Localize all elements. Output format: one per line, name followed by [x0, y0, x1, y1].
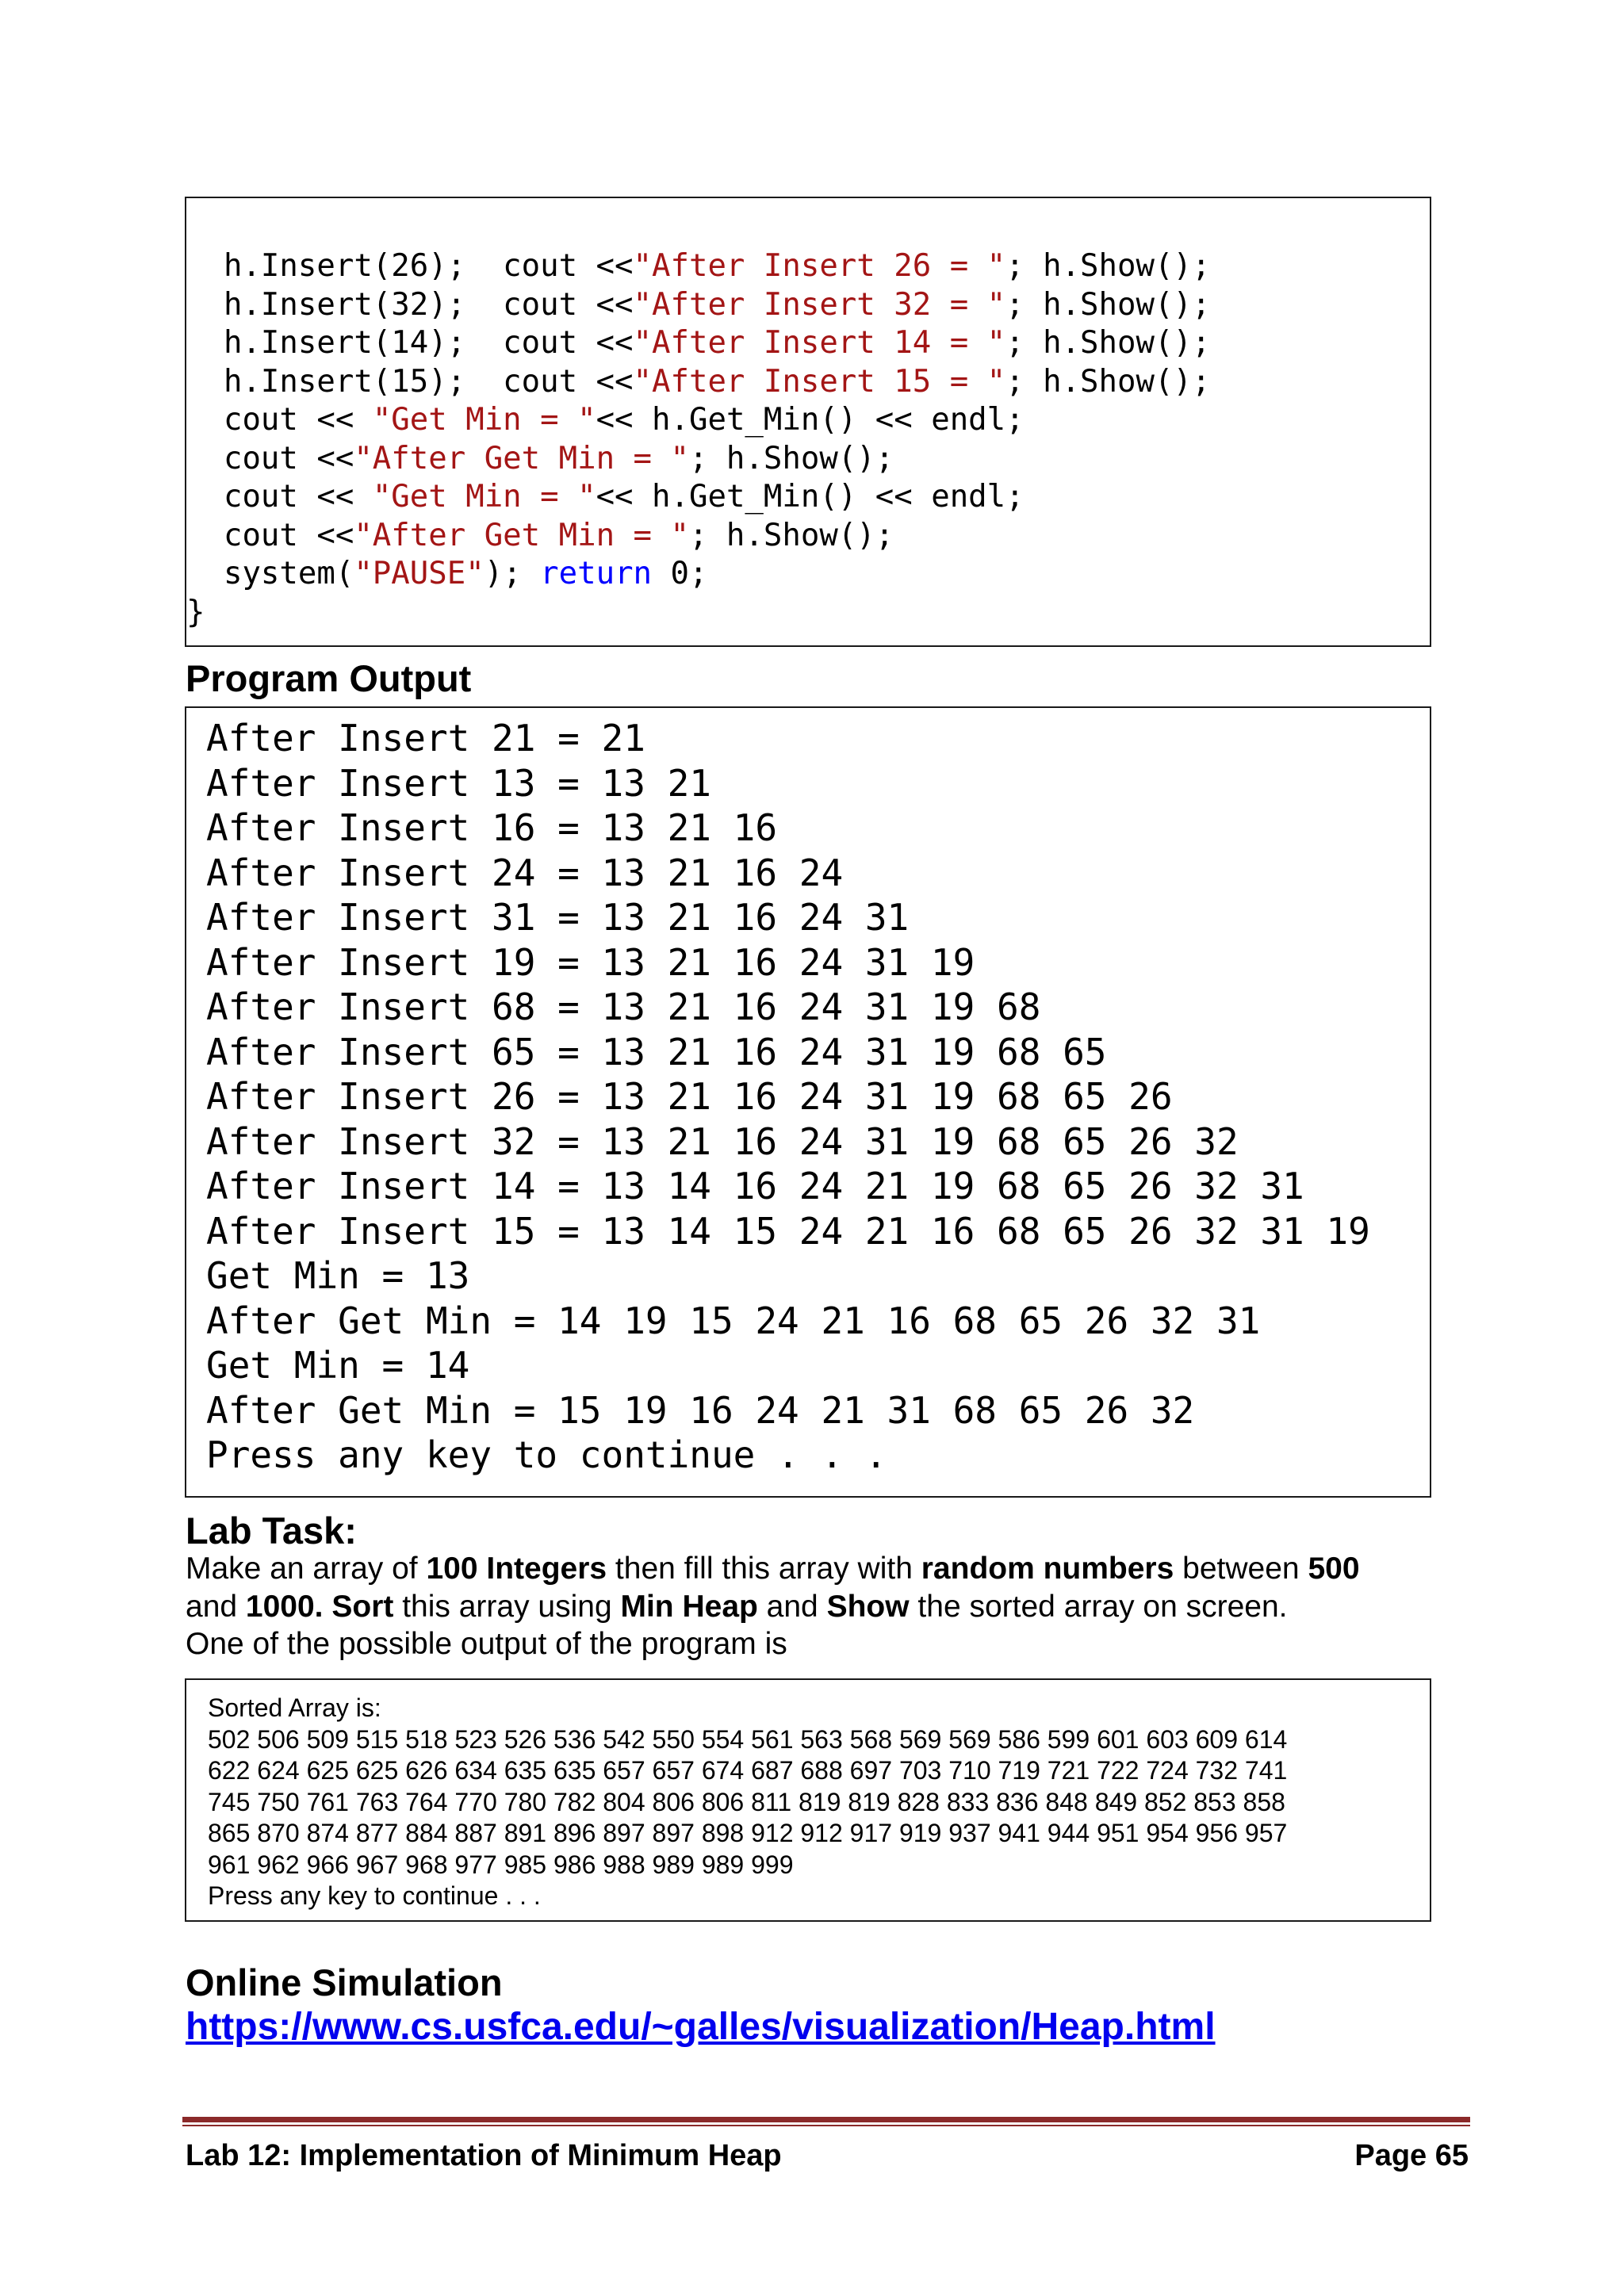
code-string: "PAUSE"	[354, 556, 485, 591]
code-text: ; h.Show();	[688, 517, 894, 553]
code-string: "Get Min = "	[372, 402, 596, 438]
sorted-output-line: 745 750 761 763 764 770 780 782 804 806 806 811 819 819 828 833 836 848 849 852 853 858	[208, 1787, 1285, 1816]
code-text: cout <<	[186, 479, 373, 515]
code-string: "After Insert 14 = "	[633, 325, 1006, 361]
lab-task-emphasis: 500	[1308, 1552, 1360, 1586]
code-line	[186, 363, 1210, 402]
lab-task-heading: Lab Task:	[186, 1510, 357, 1552]
lab-task-text: and	[186, 1589, 246, 1624]
code-text: h.Insert(26); cout <<	[186, 248, 634, 284]
code-listing-box	[185, 197, 1431, 647]
footer-page-number: Page 65	[1354, 2139, 1469, 2172]
code-text: ; h.Show();	[1005, 248, 1211, 284]
code-text: ; h.Show();	[1005, 286, 1211, 323]
output-line: After Insert 65 = 13 21 16 24 31 19 68 65	[206, 1030, 1107, 1073]
sorted-output-line: 622 624 625 625 626 634 635 635 657 657 674 687 688 697 703 710 719 721 722 724 732 741	[208, 1756, 1288, 1785]
footer-lab-title: Lab 12: Implementation of Minimum Heap	[186, 2139, 782, 2172]
code-line	[186, 594, 1210, 633]
code-string: "After Get Min = "	[354, 517, 689, 553]
code-text: << h.Get_Min() << endl;	[596, 479, 1025, 515]
code-string: "After Insert 26 = "	[633, 248, 1006, 284]
output-line: After Get Min = 14 19 15 24 21 16 68 65 26 32 31	[206, 1299, 1261, 1342]
output-line: After Insert 16 = 13 21 16	[206, 806, 778, 849]
program-output-box	[185, 706, 1431, 1498]
code-text: ; h.Show();	[688, 440, 894, 476]
code-text: h.Insert(15); cout <<	[186, 363, 634, 400]
lab-task-emphasis: Sort	[331, 1589, 394, 1624]
program-output-heading: Program Output	[186, 657, 472, 699]
code-string: "After Insert 32 = "	[633, 286, 1006, 323]
code-line	[186, 324, 1210, 363]
code-text: }	[186, 594, 205, 630]
code-text: cout <<	[186, 440, 354, 476]
lab-task-text: and	[757, 1589, 827, 1624]
code-line	[186, 517, 1210, 556]
code-text: h.Insert(32); cout <<	[186, 286, 634, 323]
lab-task-emphasis: random numbers	[921, 1552, 1174, 1586]
lab-task-emphasis: Show	[826, 1589, 910, 1624]
code-line	[186, 286, 1210, 325]
sorted-output-line: Sorted Array is:	[208, 1693, 381, 1722]
code-line	[186, 440, 1210, 479]
code-keyword: return	[540, 556, 653, 591]
code-string: "Get Min = "	[372, 479, 596, 515]
output-line: After Insert 14 = 13 14 16 24 21 19 68 65 26 32 31	[206, 1165, 1304, 1207]
output-line: Press any key to continue . . .	[206, 1433, 887, 1476]
code-string: "After Insert 15 = "	[633, 363, 1006, 400]
lab-task-text: between	[1174, 1552, 1308, 1586]
output-line: After Get Min = 15 19 16 24 21 31 68 65 26 32	[206, 1388, 1195, 1432]
code-line	[186, 247, 1210, 286]
output-line: After Insert 21 = 21	[206, 717, 645, 760]
output-line: After Insert 26 = 13 21 16 24 31 19 68 65 26	[206, 1075, 1173, 1118]
lab-task-description	[186, 1550, 1454, 1663]
code-text: 0;	[652, 556, 708, 591]
code-text: cout <<	[186, 517, 354, 553]
output-line: After Insert 31 = 13 21 16 24 31	[206, 896, 910, 939]
online-simulation-heading: Online Simulation	[186, 1961, 503, 2003]
code-text: cout <<	[186, 402, 373, 438]
footer-rule-thick	[182, 2117, 1470, 2122]
lab-task-text: One of the possible output of the program is	[186, 1627, 787, 1661]
lab-task-text: this array using	[393, 1589, 621, 1624]
lab-task-text: then fill this array with	[607, 1552, 921, 1586]
output-line: After Insert 19 = 13 21 16 24 31 19	[206, 940, 975, 984]
lab-task-text: Make an array of	[186, 1552, 427, 1586]
code-line	[186, 555, 1210, 594]
sorted-output-line: 502 506 509 515 518 523 526 536 542 550 554 561 563 568 569 569 586 599 601 603 609 614	[208, 1724, 1288, 1754]
output-line: After Insert 32 = 13 21 16 24 31 19 68 65 26 32	[206, 1119, 1239, 1163]
sorted-output-box	[185, 1678, 1431, 1922]
code-text: ; h.Show();	[1005, 363, 1211, 400]
lab-task-text	[324, 1590, 332, 1624]
output-line: After Insert 24 = 13 21 16 24	[206, 851, 844, 894]
lab-task-emphasis: 100 Integers	[426, 1552, 607, 1586]
output-line: After Insert 13 = 13 21	[206, 761, 711, 805]
code-line	[186, 478, 1210, 517]
output-line: After Insert 15 = 13 14 15 24 21 16 68 65 26 32 31 19	[206, 1209, 1370, 1253]
code-string: "After Get Min = "	[354, 440, 689, 476]
output-line: Get Min = 13	[206, 1254, 470, 1297]
code-text: h.Insert(14); cout <<	[186, 325, 634, 361]
code-text: system(	[186, 556, 354, 591]
lab-task-text: the sorted array on screen.	[909, 1589, 1288, 1624]
code-text: );	[484, 556, 541, 591]
output-line: Get Min = 14	[206, 1344, 470, 1387]
output-line: After Insert 68 = 13 21 16 24 31 19 68	[206, 985, 1041, 1028]
lab-task-emphasis: Min Heap	[620, 1589, 758, 1624]
program-output-console	[206, 716, 1370, 1478]
heap-visualization-link[interactable]: https://www.cs.usfca.edu/~galles/visualization/Heap.html	[186, 2006, 1216, 2048]
code-text: ; h.Show();	[1005, 325, 1211, 361]
sorted-output-line: 961 962 966 967 968 977 985 986 988 989 989 999	[208, 1850, 794, 1879]
code-text: << h.Get_Min() << endl;	[596, 402, 1025, 438]
sorted-output-line: Press any key to continue . . .	[208, 1881, 541, 1910]
code-line	[186, 401, 1210, 440]
sorted-output-line: 865 870 874 877 884 887 891 896 897 897 898 912 912 917 919 937 941 944 951 954 956 957	[208, 1819, 1288, 1847]
lab-task-emphasis: 1000.	[245, 1589, 324, 1624]
sorted-output-console	[208, 1693, 1287, 1912]
footer-rule-thin	[182, 2125, 1470, 2126]
code-listing	[186, 247, 1210, 632]
